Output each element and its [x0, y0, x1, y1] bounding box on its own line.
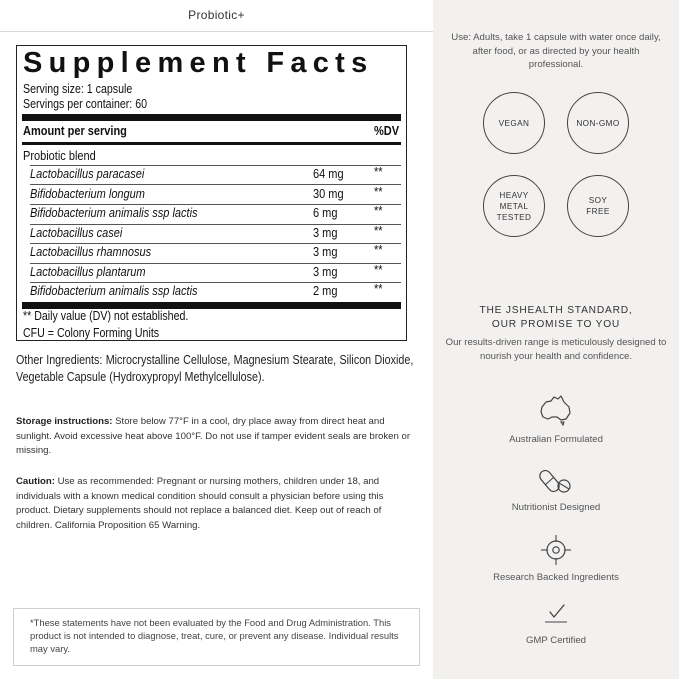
badge-label: VEGAN: [498, 118, 530, 128]
row-divider: [30, 165, 401, 166]
ingredient-name: Lactobacillus rhamnosus: [30, 245, 152, 259]
row-divider: [30, 282, 401, 283]
facts-heading: Supplement Facts: [23, 47, 374, 79]
badge-label: HEAVY METAL TESTED: [496, 190, 532, 222]
standard-heading-line2: OUR PROMISE TO YOU: [491, 319, 621, 330]
heavy-metal-tested-badge: [483, 175, 545, 237]
standard-heading: [445, 304, 667, 332]
standard-body: Our results-driven range is meticulously designed to nourish your health and confidence.: [445, 337, 667, 362]
row-divider: [30, 224, 401, 225]
vegan-badge: [483, 92, 545, 154]
feature-label: Australian Formulated: [509, 434, 603, 445]
ingredient-dv: **: [374, 165, 383, 179]
fda-disclaimer: *These statements have not been evaluated by the Food and Drug Administration. This product is not intended to diagnose, treat, cure, or prevent any disease. Individual results may vary.: [13, 608, 420, 666]
usage-directions: Use: Adults, take 1 capsule with water once daily, after food, or as directed by your health professional.: [451, 32, 661, 71]
blend-label: Probiotic blend: [23, 149, 96, 163]
ingredient-name: Bifidobacterium animalis ssp lactis: [30, 284, 198, 298]
capsule-pill-icon: [536, 463, 576, 497]
checkmark-certified-icon: [536, 599, 576, 633]
crosshair-target-icon: [536, 533, 576, 567]
serving-size: Serving size: 1 capsule: [23, 82, 133, 96]
ingredient-dv: **: [374, 224, 383, 238]
ingredient-name: Lactobacillus casei: [30, 226, 123, 240]
storage-label: Storage instructions:: [16, 416, 113, 427]
row-divider: [30, 243, 401, 244]
badge-label: NON-GMO: [576, 118, 620, 128]
thick-divider: [22, 114, 401, 121]
australia-map-icon: [536, 393, 576, 427]
product-title: Probiotic+: [188, 8, 245, 22]
feature-label: Nutritionist Designed: [511, 502, 601, 513]
divider: [0, 31, 433, 32]
ingredient-dv: **: [374, 204, 383, 218]
ingredient-dv: **: [374, 263, 383, 277]
ingredient-amount: 3 mg: [313, 265, 338, 279]
ingredient-name: Lactobacillus plantarum: [30, 265, 146, 279]
ingredient-dv: **: [374, 185, 383, 199]
ingredient-amount: 3 mg: [313, 245, 338, 259]
supplement-facts-panel: [16, 45, 407, 341]
ingredient-name: Bifidobacterium animalis ssp lactis: [30, 206, 198, 220]
non-gmo-badge: [567, 92, 629, 154]
footnote-cfu: CFU = Colony Forming Units: [23, 326, 160, 340]
footnote-dv: ** Daily value (DV) not established.: [23, 309, 189, 323]
ingredient-amount: 2 mg: [313, 284, 338, 298]
row-divider: [30, 204, 401, 205]
row-divider: [30, 263, 401, 264]
ingredient-dv: **: [374, 282, 383, 296]
soy-free-badge: [567, 175, 629, 237]
ingredient-name: Bifidobacterium longum: [30, 187, 145, 201]
dv-header: %DV: [374, 124, 400, 138]
caution-body: Use as recommended: Pregnant or nursing mothers, children under 18, and individuals with a known medical condition should consult a physician before using this product. Dietary supplements should not replace a balanced diet. Keep out of reach of children. California Proposition 65 Warning.: [16, 476, 384, 531]
caution-label: Caution:: [16, 476, 55, 487]
servings-per-container: Servings per container: 60: [23, 97, 148, 111]
amount-header: Amount per serving: [23, 124, 127, 138]
thick-divider: [22, 302, 401, 309]
standard-heading-line1: THE JSHEALTH STANDARD,: [479, 305, 633, 316]
ingredient-amount: 3 mg: [313, 226, 338, 240]
other-ingredients: Other Ingredients: Microcrystalline Cellulose, Magnesium Stearate, Silicon Dioxide, Vegetable Capsule (Hydroxypropyl Methylcellulose).: [16, 353, 414, 384]
ingredient-amount: 30 mg: [313, 187, 344, 201]
ingredient-amount: 6 mg: [313, 206, 338, 220]
storage-instructions: [16, 415, 416, 459]
row-divider: [30, 184, 401, 185]
mid-divider: [22, 142, 401, 145]
ingredient-name: Lactobacillus paracasei: [30, 167, 145, 181]
storage-text: Store below 77°F in a cool, dry place away from direct heat and sunlight. Avoid excessive heat above 100°F. Do not use if tamper evident seals are broken or missing.: [16, 416, 411, 456]
ingredient-amount: 64 mg: [313, 167, 344, 181]
caution-text: [16, 475, 416, 533]
feature-label: Research Backed Ingredients: [493, 572, 619, 583]
feature-label: GMP Certified: [525, 635, 587, 646]
badge-label: SOY FREE: [586, 196, 610, 216]
ingredient-dv: **: [374, 243, 383, 257]
